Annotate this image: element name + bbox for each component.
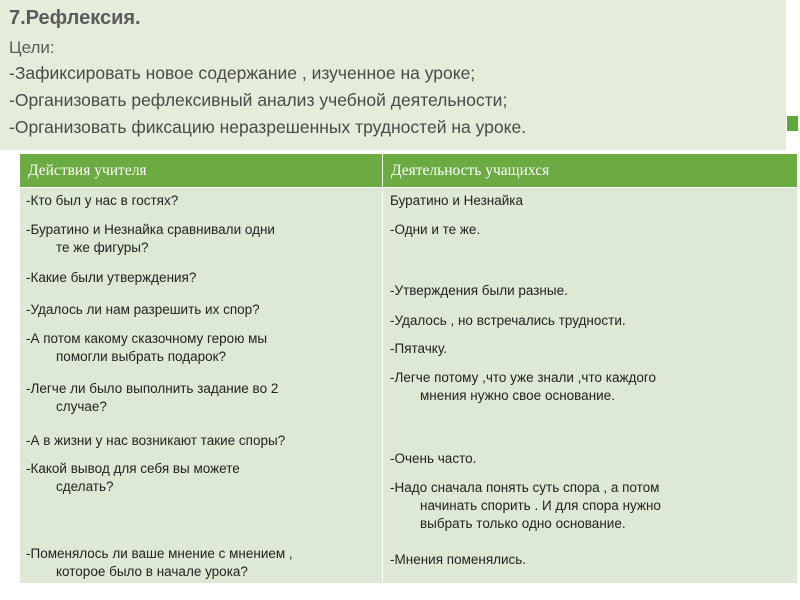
goals-heading: Цели: bbox=[9, 38, 55, 57]
student-answer-line: -Очень часто. bbox=[390, 451, 477, 466]
student-answer bbox=[390, 282, 568, 300]
teacher-question-line: те же фигуры? bbox=[56, 240, 149, 255]
goal-2: -Организовать рефлексивный анализ учебной деятельности; bbox=[9, 90, 508, 110]
student-answer bbox=[390, 312, 626, 330]
teacher-question-line: которое было в начале урока? bbox=[56, 564, 248, 579]
student-answer bbox=[390, 450, 476, 468]
teacher-question bbox=[26, 330, 267, 366]
teacher-column bbox=[20, 154, 382, 582]
slide-title: 7.Рефлексия. bbox=[9, 7, 141, 29]
teacher-question-line: помогли выбрать подарок? bbox=[56, 349, 227, 364]
student-answer-line: -Легче потому ,что уже знали ,что каждого bbox=[390, 370, 656, 385]
student-answer-line: мнения нужно свое основание. bbox=[420, 388, 615, 403]
teacher-question-line: -Поменялось ли ваше мнение с мнением , bbox=[26, 546, 293, 561]
student-answer-line: -Удалось , но встречались трудности. bbox=[390, 313, 626, 328]
teacher-question-line: -Какие были утверждения? bbox=[26, 270, 197, 285]
teacher-question-line: -А в жизни у нас возникают такие споры? bbox=[26, 433, 286, 448]
teacher-question bbox=[26, 432, 285, 450]
accent-mark bbox=[787, 116, 798, 131]
teacher-column-header: Действия учителя bbox=[20, 154, 382, 187]
teacher-question-line: -Удалось ли нам разрешить их спор? bbox=[26, 302, 260, 317]
students-column bbox=[383, 154, 797, 582]
student-answer-line: -Надо сначала понять суть спора , а потом bbox=[390, 480, 660, 495]
student-answer-line: -Пятачку. bbox=[390, 341, 447, 356]
teacher-question-line: -А потом какому сказочному герою мы bbox=[26, 331, 268, 346]
student-answer bbox=[390, 221, 480, 239]
goal-1: -Зафиксировать новое содержание , изученное на уроке; bbox=[9, 63, 476, 83]
slide-header bbox=[9, 4, 784, 141]
teacher-question-line: случае? bbox=[56, 399, 107, 414]
student-answer-line: начинать спорить . И для спора нужно bbox=[420, 498, 661, 513]
student-answer-line: -Мнения поменялись. bbox=[390, 552, 527, 567]
teacher-question bbox=[26, 460, 240, 496]
student-answer bbox=[390, 551, 526, 569]
teacher-question-line: -Какой вывод для себя вы можете bbox=[26, 461, 240, 476]
reflection-table bbox=[20, 154, 797, 582]
student-answer-line: -Утверждения были разные. bbox=[390, 283, 568, 298]
teacher-column-body bbox=[20, 187, 382, 583]
students-column-body bbox=[383, 187, 797, 583]
goal-3: -Организовать фиксацию неразрешенных трудностей на уроке. bbox=[9, 117, 527, 137]
student-answer-line: выбрать только одно основание. bbox=[420, 516, 626, 531]
student-answer bbox=[390, 369, 656, 405]
teacher-question bbox=[26, 380, 278, 416]
student-answer-line: -Одни и те же. bbox=[390, 222, 481, 237]
teacher-question-line: сделать? bbox=[56, 479, 114, 494]
student-answer bbox=[390, 479, 661, 533]
student-answer bbox=[390, 340, 447, 358]
student-answer bbox=[390, 192, 523, 210]
student-answer-line: Буратино и Незнайка bbox=[390, 193, 523, 208]
teacher-question bbox=[26, 269, 196, 287]
teacher-question bbox=[26, 545, 293, 581]
teacher-question-line: -Кто был у нас в гостях? bbox=[26, 193, 179, 208]
students-column-header: Деятельность учащихся bbox=[383, 154, 797, 187]
teacher-question-line: -Легче ли было выполнить задание во 2 bbox=[26, 381, 279, 396]
teacher-question bbox=[26, 192, 178, 210]
teacher-question-line: -Буратино и Незнайка сравнивали одни bbox=[26, 222, 275, 237]
teacher-question bbox=[26, 221, 275, 257]
teacher-question bbox=[26, 301, 260, 319]
